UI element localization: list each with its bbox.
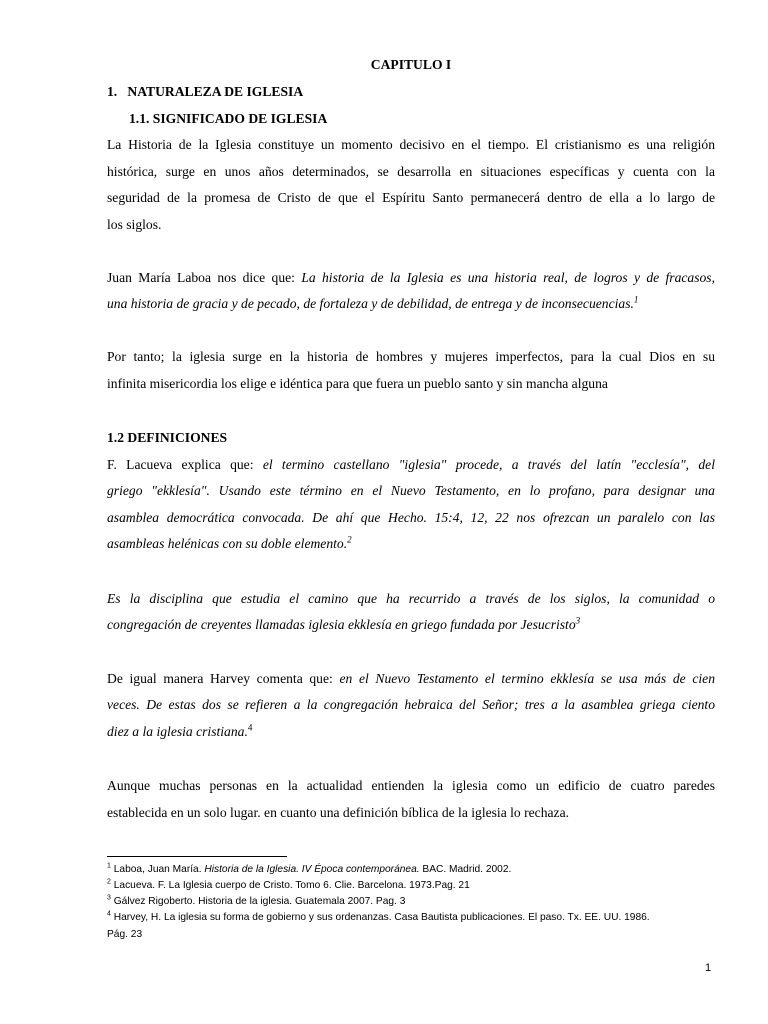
quote-line: congregación de creyentes llamadas iglesia ekklesía en griego fundada por Jesucristo$^3$ xyxy=(107,615,581,632)
page-number: 1 xyxy=(705,962,712,974)
footnote: $^4$ Harvey, H. La iglesia su forma de gobierno y sus ordenanzas. Casa Bautista publicaciones. El paso. Tx. EE. UU. 1986. xyxy=(107,910,650,923)
footnote-ref: 3 xyxy=(575,615,581,626)
footnote: $^3$ Gálvez Rigoberto. Historia de la iglesia. Guatemala 2007. Pag. 3 xyxy=(107,894,406,907)
paragraph-line: los siglos. xyxy=(107,217,162,232)
quote-line: una historia de gracia y de pecado, de fortaleza y de debilidad, de entrega y de inconsecuencias.$^1$ xyxy=(107,294,639,311)
paragraph-line: establecida en un solo lugar. en cuanto una definición bíblica de la iglesia lo rechaza. xyxy=(107,805,570,820)
quote-intro-line: F. Lacueva explica que: el termino castellano "iglesia" procede, a través del latín "ecclesía", del xyxy=(107,457,715,472)
footnote-continuation: Pág. 23 xyxy=(107,929,143,940)
quote-line: diez a la iglesia cristiana.$^4$ xyxy=(107,722,253,739)
footnote: $^2$ Lacueva. F. La Iglesia cuerpo de Cristo. Tomo 6. Clie. Barcelona. 1973.Pag. 21 xyxy=(107,878,470,891)
chapter-title: CAPITULO I xyxy=(370,57,452,72)
section-heading-1-1: 1.1. SIGNIFICADO DE IGLESIA xyxy=(129,111,328,126)
footnote: $^1$ Laboa, Juan María. Historia de la Iglesia. IV Época contemporánea. BAC. Madrid. 2002. xyxy=(107,862,512,875)
footnote-ref: 4 xyxy=(247,722,253,733)
quote-line: asambleas helénicas con su doble elemento.$^2$ xyxy=(107,534,352,551)
footnote-divider xyxy=(107,856,287,857)
quote-line: veces. De estas dos se refieren a la congregación hebraica del Señor; tres a la asamblea griega ciento xyxy=(107,697,715,712)
quote-line: Es la disciplina que estudia el camino que ha recurrido a través de los siglos, la comunidad o xyxy=(107,591,715,606)
footnote-ref: 1 xyxy=(633,294,639,305)
paragraph-line: Aunque muchas personas en la actualidad entienden la iglesia como un edificio de cuatro paredes xyxy=(107,778,715,793)
quote-intro-line: Juan María Laboa nos dice que: La historia de la Iglesia es una historia real, de logros y de fracasos, xyxy=(107,270,715,285)
paragraph-line: histórica, surge en unos años determinados, se desarrolla en situaciones específicas y cuenta con la xyxy=(107,164,715,179)
paragraph-line: seguridad de la promesa de Cristo de que el Espíritu Santo permanecerá dentro de ella a lo largo de xyxy=(107,190,715,205)
section-heading-1-2: 1.2 DEFINICIONES xyxy=(107,430,228,445)
footnote-ref: 2 xyxy=(347,534,352,545)
quote-line: griego "ekklesía". Usando este término en el Nuevo Testamento, en lo profano, para designar una xyxy=(107,483,715,498)
paragraph-line: infinita misericordia los elige e idéntica para que fuera un pueblo santo y sin mancha alguna xyxy=(107,376,608,391)
paragraph-line: Por tanto; la iglesia surge en la historia de hombres y mujeres imperfectos, para la cual Dios en su xyxy=(107,349,715,364)
quote-line: asamblea democrática convocada. De ahí que Hecho. 15:4, 12, 22 nos ofrezcan un paralelo con las xyxy=(107,510,715,525)
paragraph-line: La Historia de la Iglesia constituye un momento decisivo en el tiempo. El cristianismo es una religión xyxy=(107,137,715,152)
quote-intro-line: De igual manera Harvey comenta que: en el Nuevo Testamento el termino ekklesía se usa más de cien xyxy=(107,671,716,686)
section-heading-1: 1. NATURALEZA DE IGLESIA xyxy=(107,84,304,99)
